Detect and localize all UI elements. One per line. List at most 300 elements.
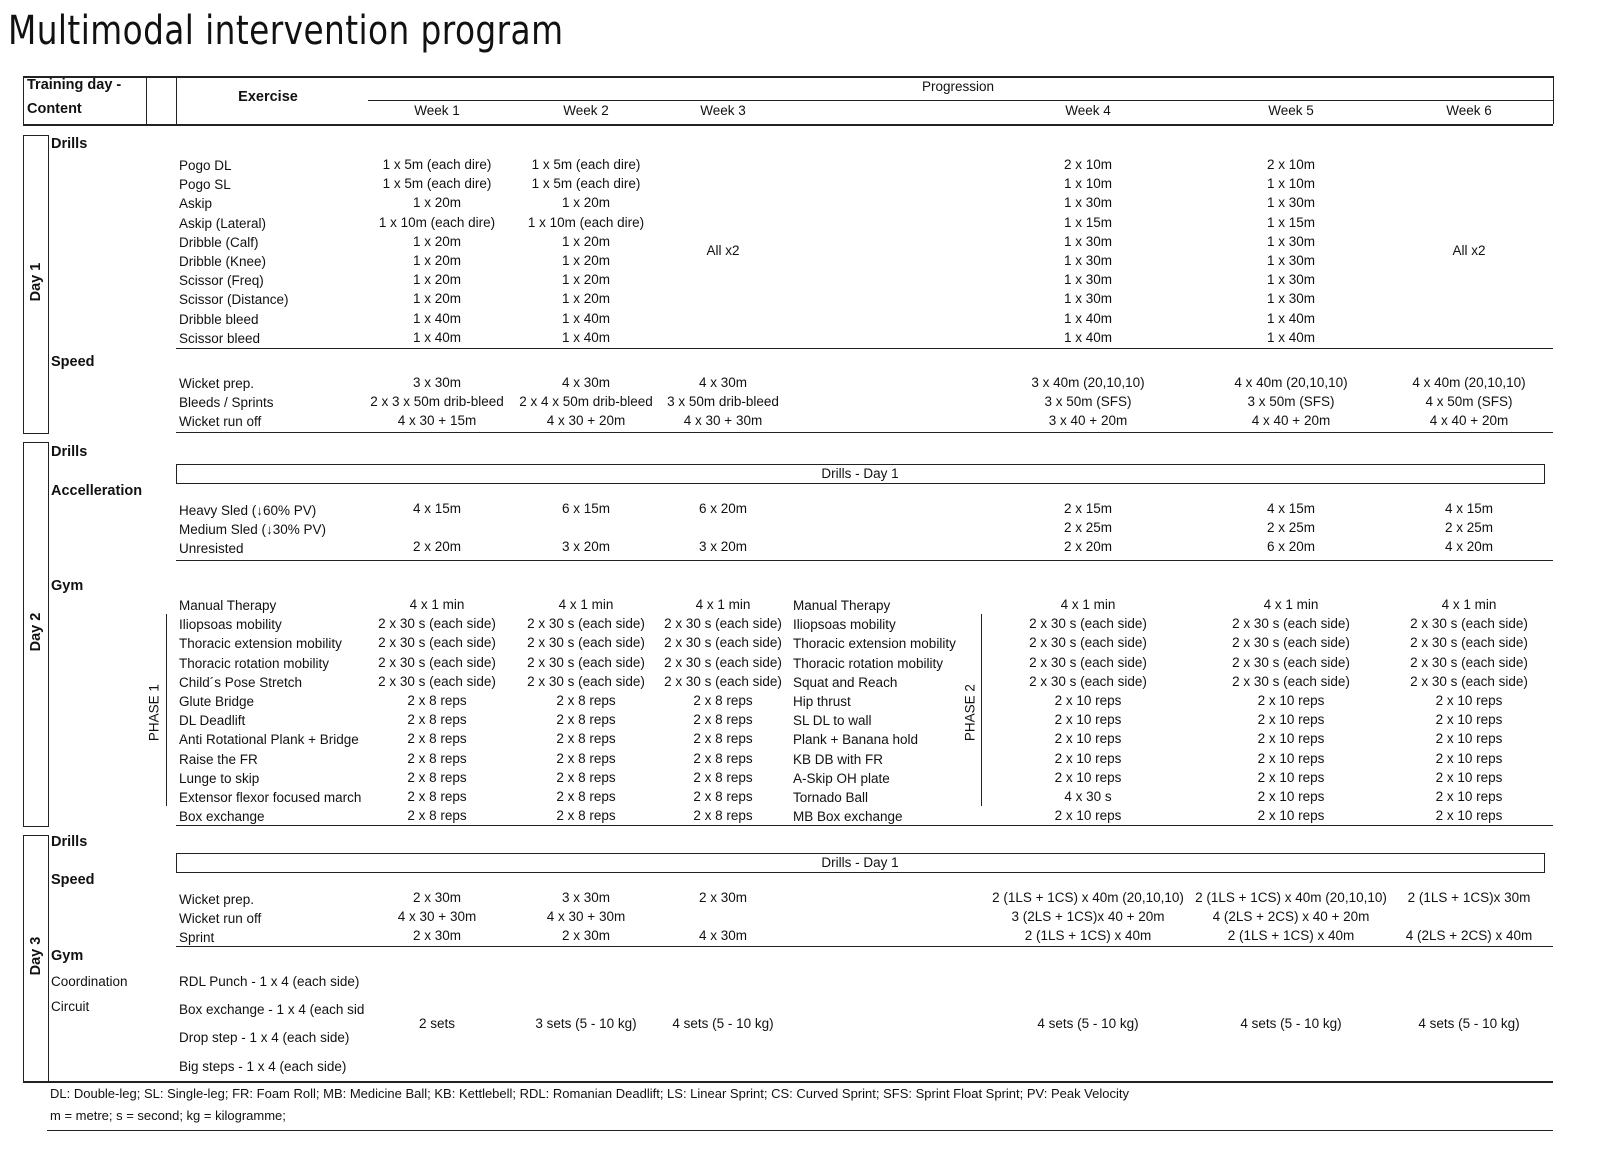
list-item: MB Box exchange xyxy=(793,809,903,825)
day1-speed-week2 xyxy=(511,373,661,431)
phase-2-bracket xyxy=(981,614,982,806)
table-cell: 2 x 8 reps xyxy=(407,750,467,766)
day1-drills-exercises xyxy=(179,156,289,348)
table-cell: 4 x 30 + 30m xyxy=(683,413,763,429)
table-cell: 2 x 30 s (each side) xyxy=(1232,635,1350,651)
table-cell: 2 x 8 reps xyxy=(693,692,753,708)
table-cell: 2 x 10 reps xyxy=(1435,712,1503,728)
list-item: Plank + Banana hold xyxy=(793,732,918,748)
list-item: Medium Sled (↓30% PV) xyxy=(179,522,327,538)
table-cell: 1 x 40m xyxy=(1266,329,1316,345)
list-item: Box exchange xyxy=(179,809,265,825)
table-cell: 4 x 40 + 20m xyxy=(1251,413,1331,429)
table-cell: 2 x 8 reps xyxy=(556,788,616,804)
table-cell: 2 (1LS + 1CS) x 40m xyxy=(1227,928,1355,944)
day1-drills-label: Drills xyxy=(51,136,88,152)
table-cell: 2 x 8 reps xyxy=(556,731,616,747)
table-cell: 1 x 10m xyxy=(1266,176,1316,192)
table-cell: 2 x 8 reps xyxy=(693,712,753,728)
day2-accel-week6 xyxy=(1389,499,1549,557)
table-cell: 2 x 8 reps xyxy=(407,692,467,708)
table-cell: 1 x 30m xyxy=(1063,233,1113,249)
list-item: Heavy Sled (↓60% PV) xyxy=(179,503,317,518)
table-cell: 4 x 1 min xyxy=(558,597,614,612)
header-divider-1 xyxy=(146,76,147,124)
table-cell: 1 x 40m xyxy=(561,329,611,345)
list-item: Pogo DL xyxy=(179,158,232,173)
progression-rule xyxy=(368,100,1553,101)
list-item: Scissor (Distance) xyxy=(179,292,289,308)
day3-drills-banner: Drills - Day 1 xyxy=(821,855,899,870)
table-cell: 2 x 8 reps xyxy=(556,769,616,785)
table-cell: 2 x 30 s (each side) xyxy=(1410,635,1528,651)
table-cell: 2 x 10 reps xyxy=(1257,731,1325,747)
table-cell: 2 x 10 reps xyxy=(1435,808,1503,824)
table-cell: 2 x 10 reps xyxy=(1435,788,1503,804)
table-cell: 6 x 20m xyxy=(698,501,748,516)
table-cell: 2 x 10 reps xyxy=(1257,769,1325,785)
list-item: Sprint xyxy=(179,930,215,946)
table-cell: 1 x 10m (each dire) xyxy=(527,214,645,230)
table-cell: 2 (1LS + 1CS) x 40m xyxy=(1024,928,1152,944)
table-cell: 3 x 50m drib-bleed xyxy=(667,394,779,410)
day1-section-rule xyxy=(176,348,1553,349)
day1-drills-week1 xyxy=(367,155,507,347)
day1-drills-week3: All x2 xyxy=(706,243,740,258)
table-cell: 2 x 25m xyxy=(1063,520,1113,536)
day2-gym-week2 xyxy=(516,595,656,825)
table-cell: 2 x 30 s (each side) xyxy=(1410,673,1528,689)
table-cell: 2 x 8 reps xyxy=(693,788,753,804)
table-cell: 2 x 30 s (each side) xyxy=(1029,654,1147,670)
table-cell: 2 x 10 reps xyxy=(1257,692,1325,708)
table-cell: 2 x 30 s (each side) xyxy=(527,673,645,689)
day3-speed-week2 xyxy=(516,888,656,946)
table-cell: 2 x 30 s (each side) xyxy=(664,616,782,632)
day3-gym-week3: 4 sets (5 - 10 kg) xyxy=(672,1016,774,1031)
table-cell: 4 x 50m (SFS) xyxy=(1425,394,1513,410)
table-cell: 1 x 30m xyxy=(1063,272,1113,288)
table-cell: 4 (2LS + 2CS) x 40m xyxy=(1405,928,1533,944)
day1-speed-week6 xyxy=(1389,373,1549,431)
table-cell: 4 x 15m xyxy=(1444,501,1494,516)
day1-speed-exercises xyxy=(179,374,274,432)
day2-accel-week3 xyxy=(658,499,788,557)
day3-gym-week5: 4 sets (5 - 10 kg) xyxy=(1240,1016,1342,1031)
table-cell: 1 x 20m xyxy=(561,233,611,249)
table-cell: 1 x 20m xyxy=(412,195,462,211)
table-cell: 2 x 30m xyxy=(561,928,611,944)
table-cell: 4 x 20m xyxy=(1444,539,1494,555)
day2-gym-week6 xyxy=(1389,595,1549,825)
table-cell: 2 x 30 s (each side) xyxy=(1029,673,1147,689)
table-cell: 2 x 8 reps xyxy=(693,769,753,785)
list-item: Dribble (Knee) xyxy=(179,253,267,269)
table-cell: 2 x 8 reps xyxy=(407,731,467,747)
table-cell: 3 x 50m (SFS) xyxy=(1044,394,1132,410)
table-cell: 2 x 10 reps xyxy=(1054,769,1122,785)
table-cell: 1 x 40m xyxy=(412,310,462,326)
table-cell: 2 x 10 reps xyxy=(1435,731,1503,747)
table-cell: 2 x 10m xyxy=(1266,157,1316,172)
table-cell: 4 x 40m (20,10,10) xyxy=(1412,375,1526,390)
table-cell: 1 x 40m xyxy=(1063,310,1113,326)
table-cell: 2 x 30 s (each side) xyxy=(527,616,645,632)
day2-accel-label: Accelleration xyxy=(51,483,143,499)
day1-speed-week3 xyxy=(658,373,788,431)
table-cell: 2 x 30 s (each side) xyxy=(378,635,496,651)
table-cell: 1 x 20m xyxy=(412,291,462,307)
table-cell: 2 x 10 reps xyxy=(1435,769,1503,785)
table-cell: 3 x 40 + 20m xyxy=(1048,413,1128,429)
day3-speed-label: Speed xyxy=(51,872,95,888)
table-cell: 2 x 15m xyxy=(1063,501,1113,516)
list-item: A-Skip OH plate xyxy=(793,770,890,786)
list-item: Unresisted xyxy=(179,541,244,557)
day2-drills-label: Drills xyxy=(51,444,88,460)
header-week-4: Week 4 xyxy=(1065,103,1111,118)
list-item: Thoracic extension mobility xyxy=(179,636,342,652)
table-cell: 1 x 20m xyxy=(561,272,611,288)
table-cell: 2 x 8 reps xyxy=(407,808,467,824)
list-item: Manual Therapy xyxy=(179,598,277,613)
table-cell: 2 x 30 s (each side) xyxy=(1232,673,1350,689)
day3-gym-coordination: Coordination xyxy=(51,974,128,989)
table-cell: 2 (1LS + 1CS)x 30m xyxy=(1407,890,1531,905)
list-item: Big steps - 1 x 4 (each side) xyxy=(179,1059,347,1074)
list-item: DL Deadlift xyxy=(179,713,246,729)
table-cell: 2 x 8 reps xyxy=(693,808,753,824)
list-item: Scissor bleed xyxy=(179,330,261,346)
table-cell: 2 x 8 reps xyxy=(407,788,467,804)
day1-drills-week2 xyxy=(516,155,656,347)
table-cell: 2 x 10 reps xyxy=(1054,750,1122,766)
table-cell: 4 x 15m xyxy=(412,501,462,516)
table-cell: 2 x 10 reps xyxy=(1054,731,1122,747)
table-cell: 2 x 8 reps xyxy=(693,750,753,766)
header-week-2: Week 2 xyxy=(563,103,609,118)
table-cell: 2 x 10 reps xyxy=(1435,750,1503,766)
table-cell: 2 x 30 s (each side) xyxy=(378,673,496,689)
phase-1-label: PHASE 1 xyxy=(146,684,162,742)
footnote-abbreviations: DL: Double-leg; SL: Single-leg; FR: Foam Roll; MB: Medicine Ball; KB: Kettlebell; RDL: Romanian Deadlift; LS: Linear Sprint; CS: Curved Sprint; SFS: Sprint Float Sprint; PV: Peak Velocity xyxy=(50,1086,1129,1101)
table-cell: 6 x 20m xyxy=(1266,539,1316,555)
day-3-label: Day 3 xyxy=(28,936,44,976)
table-cell: 2 x 8 reps xyxy=(693,731,753,747)
table-top-rule xyxy=(23,76,1553,78)
list-item: Tornado Ball xyxy=(793,789,869,805)
list-item: Wicket run off xyxy=(179,414,262,430)
day2-gym-week4 xyxy=(1008,595,1168,825)
table-cell: 4 x 40 + 20m xyxy=(1429,413,1509,429)
table-cell: 2 x 10 reps xyxy=(1257,750,1325,766)
list-item: Scissor (Freq) xyxy=(179,273,264,289)
header-right-border xyxy=(1553,76,1554,124)
table-cell: 4 x 30m xyxy=(698,375,748,390)
table-cell: 4 x 30m xyxy=(561,375,611,390)
table-cell: 1 x 5m (each dire) xyxy=(531,176,641,192)
list-item: Raise the FR xyxy=(179,751,258,767)
table-cell: 1 x 20m xyxy=(412,233,462,249)
day2-gym-week5 xyxy=(1211,595,1371,825)
day-2-label: Day 2 xyxy=(28,612,44,652)
table-cell xyxy=(1394,907,1544,926)
table-cell: 2 x 25m xyxy=(1444,520,1494,536)
day1-bottom-rule xyxy=(176,432,1553,433)
table-cell: 2 x 10 reps xyxy=(1435,692,1503,708)
table-cell: 4 x 30 s xyxy=(1064,788,1112,804)
table-cell: 2 x 30 s (each side) xyxy=(664,635,782,651)
list-item: Pogo SL xyxy=(179,177,231,193)
list-item: Thoracic rotation mobility xyxy=(793,655,944,671)
list-item: Askip (Lateral) xyxy=(179,215,267,231)
day3-speed-rule xyxy=(176,946,1553,947)
table-cell: 1 x 20m xyxy=(412,272,462,288)
footnote-rule xyxy=(47,1130,1553,1131)
list-item: Child´s Pose Stretch xyxy=(179,674,303,690)
table-cell: 2 x 30 s (each side) xyxy=(378,616,496,632)
table-cell: 2 x 30m xyxy=(698,890,748,905)
table-cell: 4 x 30 + 30m xyxy=(397,909,477,925)
phase-2-label: PHASE 2 xyxy=(962,684,978,742)
day1-drills-week4 xyxy=(1008,155,1168,347)
list-item: Drop step - 1 x 4 (each side) xyxy=(179,1030,350,1045)
table-cell: 3 x 30m xyxy=(561,890,611,905)
day1-speed-label: Speed xyxy=(51,354,95,370)
table-cell xyxy=(658,518,788,537)
table-cell: 1 x 20m xyxy=(561,195,611,211)
footnote-units: m = metre; s = second; kg = kilogramme; xyxy=(50,1108,286,1123)
list-item: Iliopsoas mobility xyxy=(793,617,896,633)
table-cell: 1 x 30m xyxy=(1063,252,1113,268)
table-cell: 3 x 20m xyxy=(698,539,748,555)
list-item: Bleeds / Sprints xyxy=(179,395,274,411)
table-cell: 1 x 40m xyxy=(412,329,462,345)
list-item: Squat and Reach xyxy=(793,674,898,690)
table-cell: 4 x 40m (20,10,10) xyxy=(1234,375,1348,390)
table-cell: 2 x 30 s (each side) xyxy=(1232,616,1350,632)
table-cell: 2 x 10 reps xyxy=(1257,788,1325,804)
table-cell: 2 x 25m xyxy=(1266,520,1316,536)
table-cell: 2 x 30 s (each side) xyxy=(664,654,782,670)
list-item: SL DL to wall xyxy=(793,713,872,729)
list-item: Dribble (Calf) xyxy=(179,234,259,250)
day2-gym-label: Gym xyxy=(51,578,84,594)
table-cell: 4 x 30 + 15m xyxy=(397,413,477,429)
list-item: Wicket run off xyxy=(179,911,262,927)
table-cell: 2 x 30 s (each side) xyxy=(1232,654,1350,670)
day3-gym-week6: 4 sets (5 - 10 kg) xyxy=(1418,1016,1520,1031)
day3-drills-label: Drills xyxy=(51,834,88,850)
day2-accel-rule xyxy=(176,560,1553,561)
table-cell: 2 x 30m xyxy=(412,928,462,944)
day3-speed-week5 xyxy=(1191,888,1391,946)
table-cell: 2 x 30m xyxy=(412,890,462,905)
header-left-border xyxy=(23,76,24,124)
day3-speed-week4 xyxy=(988,888,1188,946)
list-item: RDL Punch - 1 x 4 (each side) xyxy=(179,974,360,989)
table-cell: 2 x 10 reps xyxy=(1054,692,1122,708)
list-item: Glute Bridge xyxy=(179,693,255,709)
list-item: Anti Rotational Plank + Bridge xyxy=(179,732,359,748)
table-cell: 2 x 10 reps xyxy=(1054,712,1122,728)
header-bottom-rule xyxy=(23,124,1553,126)
table-cell: 1 x 30m xyxy=(1063,291,1113,307)
table-cell: 2 x 30 s (each side) xyxy=(1029,635,1147,651)
table-cell: 2 x 10 reps xyxy=(1257,808,1325,824)
list-item: Box exchange - 1 x 4 (each sid xyxy=(179,1002,365,1017)
day3-gym-week4: 4 sets (5 - 10 kg) xyxy=(1037,1016,1139,1031)
table-cell: 1 x 5m (each dire) xyxy=(382,157,492,172)
table-cell: 2 x 8 reps xyxy=(556,692,616,708)
day2-drills-banner: Drills - Day 1 xyxy=(821,466,899,481)
list-item: Dribble bleed xyxy=(179,311,259,327)
day2-bottom-rule xyxy=(176,825,1553,826)
day2-gym-phase2-exercises xyxy=(793,596,956,826)
table-cell: 2 (1LS + 1CS) x 40m (20,10,10) xyxy=(1195,890,1387,905)
header-training-day: Training day - xyxy=(27,77,122,93)
day2-gym-phase1-exercises xyxy=(179,596,361,826)
header-week-6: Week 6 xyxy=(1446,103,1492,118)
table-cell: 1 x 15m xyxy=(1266,214,1316,230)
day1-drills-week6: All x2 xyxy=(1452,243,1486,258)
table-cell: 1 x 30m xyxy=(1266,233,1316,249)
table-cell: 1 x 30m xyxy=(1266,195,1316,211)
table-cell: 4 x 1 min xyxy=(409,597,465,612)
table-cell: 3 (2LS + 1CS)x 40 + 20m xyxy=(1011,909,1165,925)
phase-1-bracket xyxy=(166,614,167,806)
day1-speed-week1 xyxy=(362,373,512,431)
table-cell: 2 x 8 reps xyxy=(407,769,467,785)
table-cell: 1 x 10m (each dire) xyxy=(378,214,496,230)
table-cell: 2 x 20m xyxy=(412,539,462,555)
table-cell: 1 x 30m xyxy=(1266,252,1316,268)
list-item: Askip xyxy=(179,196,213,212)
table-cell: 2 x 30 s (each side) xyxy=(1410,654,1528,670)
table-cell: 2 x 10 reps xyxy=(1054,808,1122,824)
day3-speed-week1 xyxy=(367,888,507,946)
day2-gym-week3 xyxy=(658,595,788,825)
table-cell: 1 x 15m xyxy=(1063,214,1113,230)
list-item: Iliopsoas mobility xyxy=(179,617,282,633)
table-cell: 2 x 8 reps xyxy=(407,712,467,728)
day-1-label: Day 1 xyxy=(28,262,44,302)
table-cell: 1 x 40m xyxy=(561,310,611,326)
day1-speed-week5 xyxy=(1211,373,1371,431)
table-cell: 4 x 1 min xyxy=(1441,597,1497,612)
list-item: Hip thrust xyxy=(793,693,851,709)
header-week-3: Week 3 xyxy=(700,103,746,118)
table-cell: 3 x 40m (20,10,10) xyxy=(1031,375,1145,390)
header-exercise: Exercise xyxy=(238,89,298,105)
table-cell: 2 x 8 reps xyxy=(556,808,616,824)
table-cell: 2 x 10m xyxy=(1063,157,1113,172)
table-cell: 1 x 30m xyxy=(1063,195,1113,211)
table-cell: 2 x 30 s (each side) xyxy=(527,654,645,670)
table-cell: 1 x 5m (each dire) xyxy=(531,157,641,172)
table-cell: 1 x 40m xyxy=(1063,329,1113,345)
table-cell: 3 x 20m xyxy=(561,539,611,555)
table-cell: 1 x 40m xyxy=(1266,310,1316,326)
day2-accel-exercises xyxy=(179,501,326,559)
header-week-5: Week 5 xyxy=(1268,103,1314,118)
day2-accel-week2 xyxy=(516,499,656,557)
day2-accel-week1 xyxy=(367,499,507,557)
table-cell: 4 x 30 + 20m xyxy=(546,413,626,429)
day3-speed-exercises xyxy=(179,890,261,948)
table-cell: 2 x 3 x 50m drib-bleed xyxy=(370,394,504,410)
table-cell: 2 x 8 reps xyxy=(556,750,616,766)
day3-gym-circuit: Circuit xyxy=(51,999,90,1014)
table-cell: 2 x 30 s (each side) xyxy=(378,654,496,670)
day2-gym-week1 xyxy=(367,595,507,825)
table-cell: 2 x 20m xyxy=(1063,539,1113,555)
header-week-1: Week 1 xyxy=(414,103,460,118)
list-item: Manual Therapy xyxy=(793,598,891,613)
table-cell: 4 x 1 min xyxy=(1060,597,1116,612)
day3-speed-week6 xyxy=(1394,888,1544,946)
table-cell: 3 x 30m xyxy=(412,375,462,390)
table-cell: 1 x 5m (each dire) xyxy=(382,176,492,192)
table-cell: 2 x 4 x 50m drib-bleed xyxy=(519,394,653,410)
table-cell xyxy=(516,518,656,537)
table-cell: 4 x 1 min xyxy=(695,597,751,612)
document-title: Multimodal intervention program xyxy=(8,8,564,54)
table-cell: 2 x 8 reps xyxy=(556,712,616,728)
table-bottom-rule xyxy=(23,1081,1553,1083)
list-item: Lunge to skip xyxy=(179,770,260,786)
table-cell: 1 x 10m xyxy=(1063,176,1113,192)
list-item: Wicket prep. xyxy=(179,376,255,391)
table-cell: 4 x 1 min xyxy=(1263,597,1319,612)
table-cell xyxy=(367,518,507,537)
day2-accel-week4 xyxy=(1008,499,1168,557)
table-cell: 1 x 20m xyxy=(412,252,462,268)
table-cell: 1 x 20m xyxy=(561,252,611,268)
table-cell: 3 x 50m (SFS) xyxy=(1247,394,1335,410)
table-cell: 4 x 30 + 30m xyxy=(546,909,626,925)
table-cell: 1 x 30m xyxy=(1266,272,1316,288)
table-cell xyxy=(658,907,788,926)
table-cell: 2 (1LS + 1CS) x 40m (20,10,10) xyxy=(992,890,1184,905)
table-cell: 2 x 10 reps xyxy=(1257,712,1325,728)
table-cell: 6 x 15m xyxy=(561,501,611,516)
table-cell: 2 x 30 s (each side) xyxy=(1029,616,1147,632)
day3-gym-week1: 2 sets xyxy=(418,1016,456,1031)
header-progression: Progression xyxy=(921,79,995,94)
day2-accel-week5 xyxy=(1211,499,1371,557)
day3-gym-label: Gym xyxy=(51,948,84,964)
day3-speed-week3 xyxy=(658,888,788,946)
day1-drills-week5 xyxy=(1211,155,1371,347)
table-cell: 1 x 20m xyxy=(561,291,611,307)
day3-gym-week2: 3 sets (5 - 10 kg) xyxy=(535,1016,637,1031)
list-item: Thoracic rotation mobility xyxy=(179,655,330,671)
table-cell: 2 x 30 s (each side) xyxy=(664,673,782,689)
list-item: Thoracic extension mobility xyxy=(793,636,956,652)
table-cell: 4 x 15m xyxy=(1266,501,1316,516)
day1-speed-week4 xyxy=(1008,373,1168,431)
table-cell: 4 (2LS + 2CS) x 40 + 20m xyxy=(1212,909,1370,925)
table-cell: 2 x 30 s (each side) xyxy=(527,635,645,651)
list-item: KB DB with FR xyxy=(793,751,884,767)
header-divider-2 xyxy=(176,76,177,124)
header-content: Content xyxy=(27,101,82,117)
table-cell: 1 x 30m xyxy=(1266,291,1316,307)
list-item: Extensor flexor focused march xyxy=(179,789,362,805)
table-cell: 2 x 30 s (each side) xyxy=(1410,616,1528,632)
list-item: Wicket prep. xyxy=(179,892,255,907)
